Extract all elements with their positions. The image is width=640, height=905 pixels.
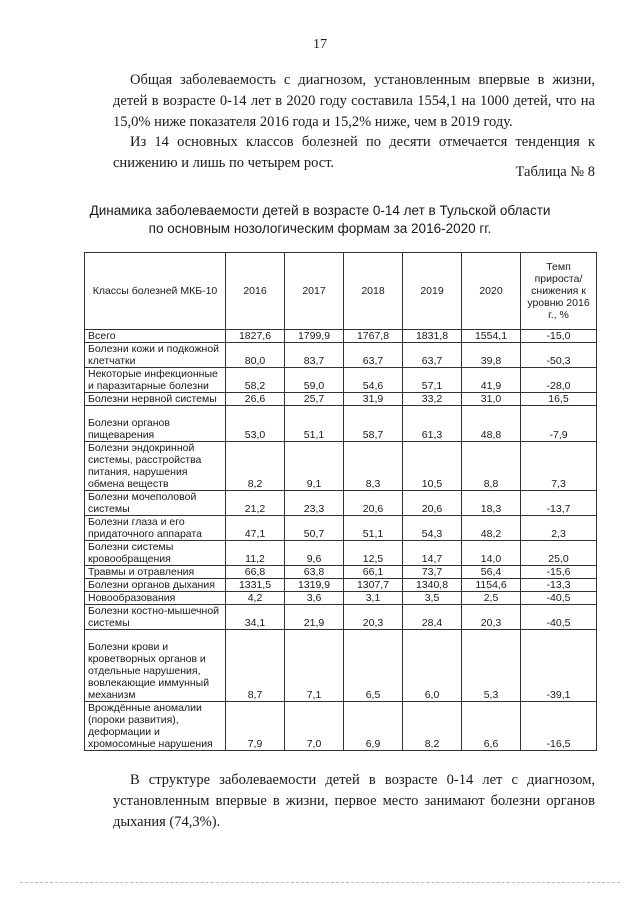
- value-cell: -40,5: [521, 605, 597, 630]
- value-cell: 54,6: [344, 368, 403, 393]
- header-cell: Темп прироста/ снижения к уровню 2016 г., %: [521, 253, 597, 330]
- paragraph-2-line-1: Из 14 основных классов болезней по десяти отмечается тенденция к: [130, 134, 595, 150]
- value-cell: 18,3: [462, 491, 521, 516]
- value-cell: -7,9: [521, 406, 597, 442]
- header-cell: 2018: [344, 253, 403, 330]
- table-label: Таблица № 8: [515, 164, 595, 180]
- table-row: [85, 491, 597, 516]
- value-cell: 1831,8: [403, 330, 462, 343]
- value-cell: 33,2: [403, 393, 462, 406]
- value-cell: 66,1: [344, 566, 403, 579]
- value-cell: 8,2: [226, 442, 285, 491]
- table-row: [85, 702, 597, 751]
- disease-class-cell: Некоторые инфекционные и паразитарные болезни: [85, 368, 226, 393]
- paragraph-1-line-1: Общая заболеваемость с диагнозом, установленным впервые в жизни,: [130, 72, 595, 88]
- table-row: [85, 630, 597, 702]
- value-cell: 1307,7: [344, 579, 403, 592]
- value-cell: -39,1: [521, 630, 597, 702]
- disease-class-cell: Болезни мочеполовой системы: [85, 491, 226, 516]
- value-cell: 63,8: [285, 566, 344, 579]
- value-cell: -28,0: [521, 368, 597, 393]
- value-cell: 3,6: [285, 592, 344, 605]
- value-cell: 1340,8: [403, 579, 462, 592]
- value-cell: -15,6: [521, 566, 597, 579]
- header-cell: Классы болезней МКБ-10: [85, 253, 226, 330]
- disease-class-cell: Травмы и отравления: [85, 566, 226, 579]
- paragraph-3-line-3: дыхания (74,3%).: [113, 814, 221, 830]
- value-cell: 56,4: [462, 566, 521, 579]
- value-cell: 48,2: [462, 516, 521, 541]
- value-cell: 11,2: [226, 541, 285, 566]
- value-cell: 7,1: [285, 630, 344, 702]
- value-cell: 7,3: [521, 442, 597, 491]
- table-row: [85, 579, 597, 592]
- value-cell: 80,0: [226, 343, 285, 368]
- value-cell: 20,6: [344, 491, 403, 516]
- value-cell: 16,5: [521, 393, 597, 406]
- value-cell: 34,1: [226, 605, 285, 630]
- disease-class-cell: Болезни крови и кроветворных органов и отдельные нарушения, вовлекающие иммунный механизм: [85, 630, 226, 702]
- value-cell: -50,3: [521, 343, 597, 368]
- value-cell: 10,5: [403, 442, 462, 491]
- value-cell: 7,9: [226, 702, 285, 751]
- disease-class-cell: Всего: [85, 330, 226, 343]
- value-cell: 58,2: [226, 368, 285, 393]
- value-cell: 6,6: [462, 702, 521, 751]
- header-cell: 2019: [403, 253, 462, 330]
- value-cell: 21,9: [285, 605, 344, 630]
- value-cell: 5,3: [462, 630, 521, 702]
- morbidity-table: [84, 252, 597, 751]
- value-cell: 54,3: [403, 516, 462, 541]
- value-cell: 31,0: [462, 393, 521, 406]
- value-cell: 63,7: [403, 343, 462, 368]
- value-cell: 58,7: [344, 406, 403, 442]
- table-row: [85, 566, 597, 579]
- disease-class-cell: Врождённые аномалии (пороки развития), деформации и хромосомные нарушения: [85, 702, 226, 751]
- header-cell: 2017: [285, 253, 344, 330]
- value-cell: 51,1: [285, 406, 344, 442]
- value-cell: -15,0: [521, 330, 597, 343]
- paragraph-1-line-3: 15,0% ниже показателя 2016 года и 15,2% ниже, чем в 2019 году.: [113, 114, 513, 130]
- value-cell: -13,7: [521, 491, 597, 516]
- value-cell: 53,0: [226, 406, 285, 442]
- value-cell: 1799,9: [285, 330, 344, 343]
- value-cell: 48,8: [462, 406, 521, 442]
- disease-class-cell: Новообразования: [85, 592, 226, 605]
- value-cell: 6,5: [344, 630, 403, 702]
- value-cell: 6,9: [344, 702, 403, 751]
- value-cell: 1827,6: [226, 330, 285, 343]
- value-cell: 47,1: [226, 516, 285, 541]
- table-row: [85, 442, 597, 491]
- table-row: [85, 330, 597, 343]
- value-cell: 1331,5: [226, 579, 285, 592]
- value-cell: 25,0: [521, 541, 597, 566]
- table-row: [85, 343, 597, 368]
- disease-class-cell: Болезни кожи и подкожной клетчатки: [85, 343, 226, 368]
- value-cell: 8,7: [226, 630, 285, 702]
- paragraph-2-line-2: снижению и лишь по четырем рост.: [113, 155, 335, 171]
- table-caption-line-1: Динамика заболеваемости детей в возрасте 0-14 лет в Тульской области: [89, 203, 551, 218]
- value-cell: 2,3: [521, 516, 597, 541]
- table-row: [85, 368, 597, 393]
- value-cell: 14,0: [462, 541, 521, 566]
- value-cell: 3,5: [403, 592, 462, 605]
- disease-class-cell: Болезни глаза и его придаточного аппарата: [85, 516, 226, 541]
- value-cell: 1767,8: [344, 330, 403, 343]
- value-cell: 23,3: [285, 491, 344, 516]
- value-cell: 2,5: [462, 592, 521, 605]
- value-cell: 12,5: [344, 541, 403, 566]
- disease-class-cell: Болезни органов дыхания: [85, 579, 226, 592]
- value-cell: 61,3: [403, 406, 462, 442]
- table-row: [85, 393, 597, 406]
- value-cell: 1154,6: [462, 579, 521, 592]
- value-cell: 28,4: [403, 605, 462, 630]
- value-cell: 83,7: [285, 343, 344, 368]
- value-cell: -40,5: [521, 592, 597, 605]
- header-cell: 2020: [462, 253, 521, 330]
- value-cell: 21,2: [226, 491, 285, 516]
- value-cell: 25,7: [285, 393, 344, 406]
- paragraph-1-line-2: детей в возрасте 0-14 лет в 2020 году составила 1554,1 на 1000 детей, что на: [113, 93, 595, 109]
- footer-divider: [20, 882, 620, 884]
- table-header-row: [85, 253, 597, 330]
- value-cell: 8,8: [462, 442, 521, 491]
- value-cell: -13,3: [521, 579, 597, 592]
- disease-class-cell: Болезни системы кровообращения: [85, 541, 226, 566]
- disease-class-cell: Болезни нервной системы: [85, 393, 226, 406]
- header-cell: 2016: [226, 253, 285, 330]
- value-cell: 4,2: [226, 592, 285, 605]
- paragraph-3-line-2: установленным впервые в жизни, первое место занимают болезни органов: [113, 793, 595, 809]
- value-cell: 7,0: [285, 702, 344, 751]
- value-cell: 41,9: [462, 368, 521, 393]
- value-cell: 73,7: [403, 566, 462, 579]
- value-cell: 31,9: [344, 393, 403, 406]
- value-cell: 20,3: [344, 605, 403, 630]
- value-cell: 14,7: [403, 541, 462, 566]
- value-cell: 8,3: [344, 442, 403, 491]
- value-cell: 3,1: [344, 592, 403, 605]
- table-row: [85, 541, 597, 566]
- page-number: 17: [313, 37, 327, 52]
- value-cell: 9,1: [285, 442, 344, 491]
- value-cell: 9,6: [285, 541, 344, 566]
- value-cell: 6,0: [403, 630, 462, 702]
- value-cell: 20,6: [403, 491, 462, 516]
- disease-class-cell: Болезни органов пищеварения: [85, 406, 226, 442]
- value-cell: 50,7: [285, 516, 344, 541]
- value-cell: 8,2: [403, 702, 462, 751]
- table-row: [85, 605, 597, 630]
- table-row: [85, 516, 597, 541]
- value-cell: 20,3: [462, 605, 521, 630]
- value-cell: 1319,9: [285, 579, 344, 592]
- value-cell: 39,8: [462, 343, 521, 368]
- table-caption-line-2: по основным нозологическим формам за 2016-2020 гг.: [148, 221, 492, 236]
- table-row: [85, 406, 597, 442]
- value-cell: 1554,1: [462, 330, 521, 343]
- value-cell: -16,5: [521, 702, 597, 751]
- value-cell: 59,0: [285, 368, 344, 393]
- value-cell: 66,8: [226, 566, 285, 579]
- table-row: [85, 592, 597, 605]
- value-cell: 63,7: [344, 343, 403, 368]
- disease-class-cell: Болезни эндокринной системы, расстройства питания, нарушения обмена веществ: [85, 442, 226, 491]
- disease-class-cell: Болезни костно-мышечной системы: [85, 605, 226, 630]
- value-cell: 57,1: [403, 368, 462, 393]
- value-cell: 26,6: [226, 393, 285, 406]
- paragraph-3-line-1: В структуре заболеваемости детей в возрасте 0-14 лет с диагнозом,: [130, 772, 595, 788]
- value-cell: 51,1: [344, 516, 403, 541]
